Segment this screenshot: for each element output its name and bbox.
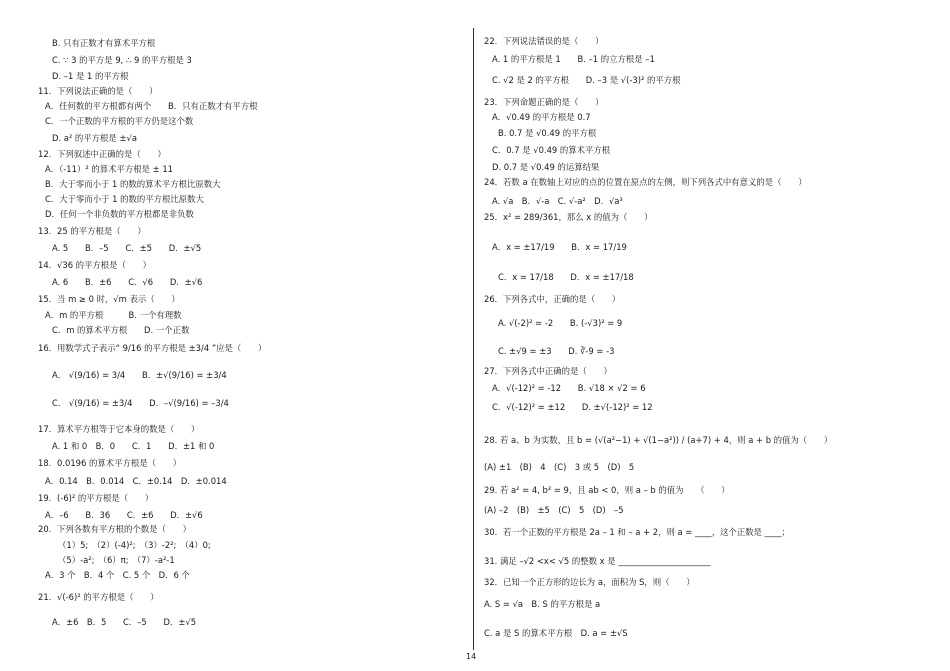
q32-options-cd: C. a 是 S 的算术平方根 D. a = ±√S bbox=[484, 628, 628, 638]
q12-stem: 12．下列叙述中正确的是（ ） bbox=[38, 149, 166, 159]
q20-items-1-4: （1）5; （2）(-4)²; （3）-2²; （4）0; bbox=[58, 540, 211, 550]
q26-options-ab: A. √(-2)² = -2 B. (-√3)² = 9 bbox=[498, 318, 623, 328]
q22-options-ab: A. 1 的平方根是 1 B. –1 的立方根是 –1 bbox=[492, 54, 655, 64]
q20-stem: 20．下列各数有平方根的个数是（ ） bbox=[38, 524, 192, 534]
q10-option-d: D. –1 是 1 的平方根 bbox=[52, 71, 129, 81]
q26-stem: 26．下列各式中，正确的是（ ） bbox=[484, 294, 621, 304]
q24-options: A. √a B．√-a C. √-a² D．√a³ bbox=[492, 196, 623, 206]
q19-stem: 19．(-6)² 的平方根是（ ） bbox=[38, 493, 154, 503]
q30-stem: 30．若一个正数的平方根是 2a – 1 和 – a + 2，则 a = ____，这个正数是 ____； bbox=[484, 527, 790, 537]
q22-options-cd: C. √2 是 2 的平方根 D. –3 是 √(-3)² 的平方根 bbox=[492, 75, 681, 85]
q28-stem: 28. 若 a、b 为实数，且 b = (√(a²−1) + √(1−a²)) / (a+7) + 4，则 a + b 的值为（ ） bbox=[484, 435, 833, 445]
q11-options-ab: A．任何数的平方根都有两个 B．只有正数才有平方根 bbox=[45, 101, 258, 111]
q16-options-cd: C． √(9/16) = ±3/4 D．–√(9/16) = –3/4 bbox=[52, 398, 229, 408]
q11-option-d: D. a² 的平方根是 ±√a bbox=[52, 133, 137, 143]
q10-option-b: B. 只有正数才有算术平方根 bbox=[52, 38, 156, 48]
q12-option-b: B．大于零而小于 1 的数的算术平方根比原数大 bbox=[45, 179, 221, 189]
q27-options-ab: A．√(-12)² = -12 B. √18 × √2 = 6 bbox=[492, 383, 646, 393]
q20-options: A．3 个 B．4 个 C. 5 个 D．6 个 bbox=[45, 570, 190, 580]
q14-options: A. 6 B．±6 C．√6 D．±√6 bbox=[52, 277, 203, 287]
q16-options-ab: A． √(9/16) = 3/4 B．±√(9/16) = ±3/4 bbox=[52, 370, 227, 380]
q19-options: A．–6 B．36 C．±6 D．±√6 bbox=[45, 510, 203, 520]
q18-options: A．0.14 B．0.014 C．±0.14 D．±0.014 bbox=[45, 476, 227, 486]
q24-stem: 24．若数 a 在数轴上对应的点的位置在原点的左侧，则下列各式中有意义的是（ ） bbox=[484, 177, 807, 187]
q23-stem: 23．下列命题正确的是（ ） bbox=[484, 97, 604, 107]
q13-options: A. 5 B．–5 C．±5 D．±√5 bbox=[52, 243, 202, 253]
q15-options-ab: A．m 的平方根 B. 一个有理数 bbox=[45, 310, 182, 320]
q17-stem: 17．算术平方根等于它本身的数是（ ） bbox=[38, 424, 200, 434]
q23-option-a: A．√0.49 的平方根是 0.7 bbox=[492, 112, 591, 122]
q26-options-cd: C. ±√9 = ±3 D. ∛-9 = -3 bbox=[498, 346, 615, 356]
q17-options: A. 1 和 0 B．0 C．1 D．±1 和 0 bbox=[52, 441, 215, 451]
q27-options-cd: C．√(-12)² = ±12 D. ±√(-12)² = 12 bbox=[492, 402, 653, 412]
q32-options-ab: A. S = √a B. S 的平方根是 a bbox=[484, 599, 601, 609]
q27-stem: 27．下列各式中正确的是（ ） bbox=[484, 366, 612, 376]
q23-option-c: C．0.7 是 √0.49 的算术平方根 bbox=[492, 145, 611, 155]
q22-stem: 22．下列说法错误的是（ ） bbox=[484, 36, 604, 46]
q18-stem: 18．0.0196 的算术平方根是（ ） bbox=[38, 458, 182, 468]
q15-options-cd: C．m 的算术平方根 D. 一个正数 bbox=[52, 325, 190, 335]
column-divider bbox=[473, 28, 474, 650]
q11-stem: 11．下列说法正确的是（ ） bbox=[38, 86, 158, 96]
q13-stem: 13．25 的平方根是（ ） bbox=[38, 226, 146, 236]
q12-option-c: C．大于零而小于 1 的数的平方根比原数大 bbox=[45, 194, 204, 204]
q21-stem: 21．√(-6)² 的平方根是（ ） bbox=[38, 592, 159, 602]
q10-option-c: C. ∵ 3 的平方是 9, ∴ 9 的平方根是 3 bbox=[52, 55, 192, 65]
q23-option-b: B. 0.7 是 √0.49 的平方根 bbox=[498, 128, 597, 138]
q29-stem: 29. 若 a² = 4, b² = 9，且 ab < 0，则 a – b 的值为 （ ） bbox=[484, 485, 730, 495]
q23-option-d: D. 0.7 是 √0.49 的运算结果 bbox=[492, 162, 600, 172]
q25-options-cd: C．x = 17/18 D．x = ±17/18 bbox=[498, 272, 634, 282]
q12-option-a: A．（-11）² 的算术平方根是 ± 11 bbox=[45, 164, 173, 174]
q32-stem: 32．已知一个正方形的边长为 a，面积为 S，则（ ） bbox=[484, 577, 695, 587]
q31-stem: 31. 满足 –√2 <x< √5 的整数 x 是 ______________________ bbox=[484, 556, 711, 566]
q21-options: A．±6 B．5 C．–5 D．±√5 bbox=[52, 617, 197, 627]
q28-options: (A) ±1 (B) 4 (C) 3 或 5 (D) 5 bbox=[484, 462, 635, 472]
q11-option-c: C．一个正数的平方根的平方仍是这个数 bbox=[45, 116, 194, 126]
q15-stem: 15．当 m ≥ 0 时，√m 表示（ ） bbox=[38, 294, 180, 304]
q16-stem: 16．用数学式子表示“ 9/16 的平方根是 ±3/4 ”应是（ ） bbox=[38, 343, 267, 353]
q20-items-5-7: （5）-a²; （6）π; （7）-a²-1 bbox=[58, 555, 175, 565]
q29-options: (A) –2 (B) ±5 (C) 5 (D) –5 bbox=[484, 505, 624, 515]
page-number: 14 bbox=[466, 652, 477, 661]
q12-option-d: D．任何一个非负数的平方根都是非负数 bbox=[45, 209, 194, 219]
q14-stem: 14．√36 的平方根是（ ） bbox=[38, 260, 152, 270]
q25-options-ab: A．x = ±17/19 B．x = 17/19 bbox=[492, 242, 627, 252]
q25-stem: 25．x² = 289/361，那么 x 的值为（ ） bbox=[484, 212, 653, 222]
